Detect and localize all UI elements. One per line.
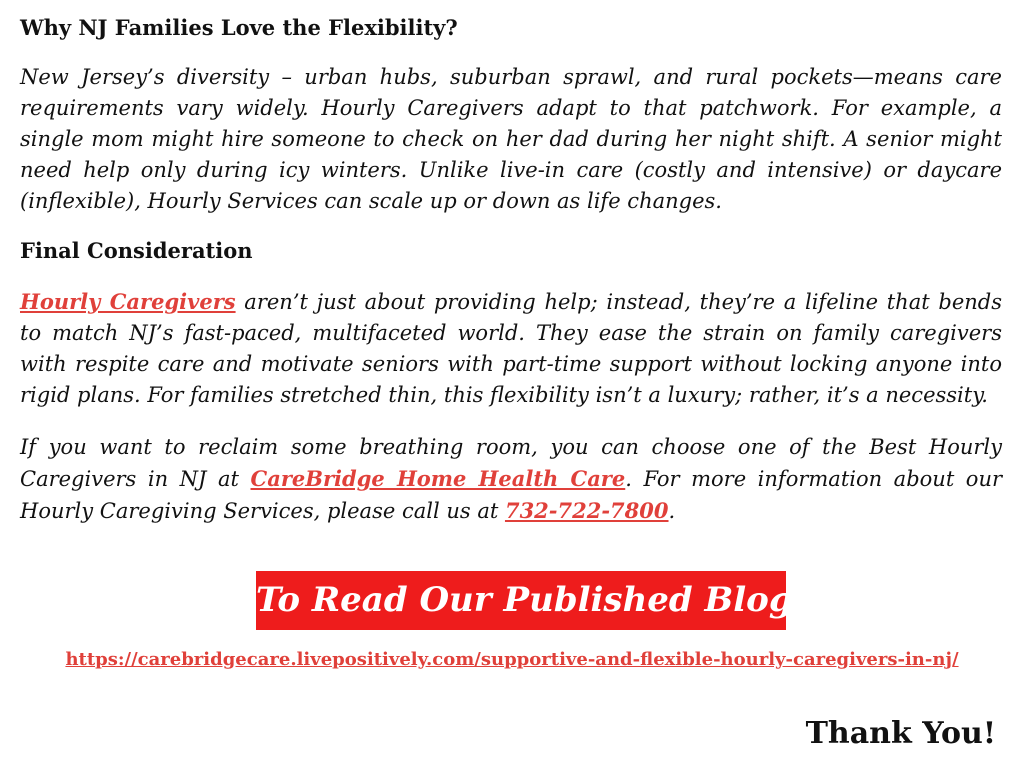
section-heading-final-consideration: Final Consideration — [20, 238, 253, 263]
section-heading-flexibility: Why NJ Families Love the Flexibility? — [20, 15, 458, 40]
thank-you-text: Thank You! — [805, 716, 996, 751]
contact-text-end: . — [668, 499, 676, 523]
contact-text-middle: . For more information about our Hourly Caregiving Services, please call us at — [20, 467, 1003, 523]
phone-number-link[interactable]: 732-722-7800 — [504, 498, 669, 523]
blog-url-link[interactable]: https://carebridgecare.livepositively.com/supportive-and-flexible-hourly-caregivers-in-nj/ — [65, 649, 959, 670]
final-consideration-text: aren’t just about providing help; instead, they’re a lifeline that bends to match NJ’s fast-paced, multifaceted world. They ease the strain on family caregivers with respite care and motivate seniors with part-time support without locking anyone into rigid plans. For families stretched thin, this flexibility isn’t a luxury; rather, it’s a necessity. — [20, 290, 1002, 407]
read-blog-banner: To Read Our Published Blog: — [256, 571, 786, 630]
carebridge-company-link[interactable]: CareBridge Home Health Care — [250, 466, 626, 491]
contact-text-intro: If you want to reclaim some breathing room, you can choose one of the Best Hourly Caregivers in NJ at — [20, 435, 1002, 491]
hourly-caregivers-link[interactable]: Hourly Caregivers — [20, 289, 236, 314]
flexibility-paragraph: New Jersey’s diversity – urban hubs, suburban sprawl, and rural pockets—means care requirements vary widely. Hourly Caregivers adapt to that patchwork. For example, a single mom might hire someone to check on her dad during her night shift. A senior might need help only during icy winters. Unlike live-in care (costly and intensive) or daycare (inflexible), Hourly Services can scale up or down as life changes. — [20, 65, 1002, 213]
contact-paragraph — [20, 432, 1002, 527]
final-consideration-paragraph — [20, 286, 1002, 411]
